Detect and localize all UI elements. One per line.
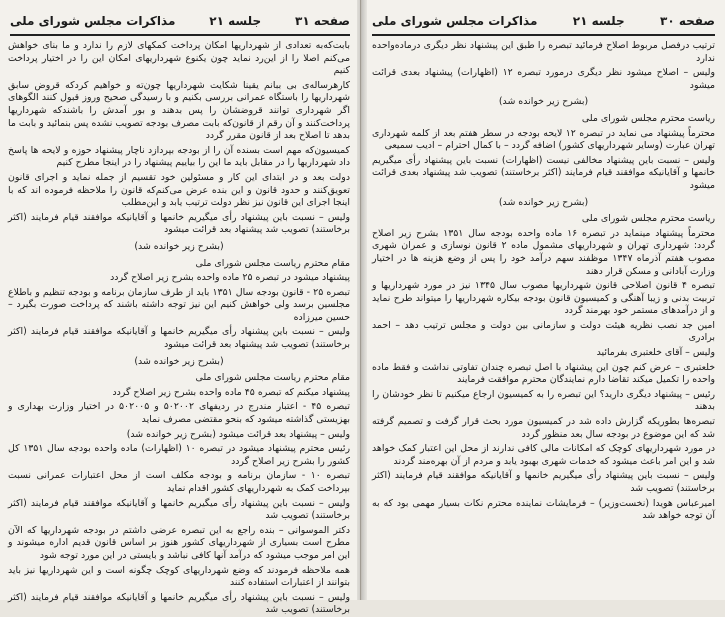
page-header bbox=[10, 8, 350, 34]
book-gutter bbox=[357, 0, 367, 600]
paragraph: ولیس – آقای خلعتبری بفرمائید bbox=[596, 347, 715, 359]
paragraph: رئیس – پیشنهاد دیگری دارید؟ این تبصره را به کمیسیون ارجاع میکنیم تا نظر خودشان را بدهند bbox=[372, 388, 715, 413]
paragraph: مقام محترم ریاست مجلس شورای ملی bbox=[195, 372, 350, 384]
paragraph: مقام محترم ریاست مجلس شورای ملی bbox=[195, 257, 350, 269]
paragraph: دولت بعد و در ابتدای این کار و مسئولین خود تقسیم از جمله نماید و اجرای قانون تعویق‌کنند و حدود قانون و این بنده عرض می‌کنم‌که قانون را ملاحظه فرموده اند که با اینجا اجرای این قانون نیز نظر دولت ترتیب یابد و این‌مطلب bbox=[8, 171, 350, 209]
session-number: جلسه ۲۱ bbox=[572, 14, 625, 28]
paragraph: ولیس – نسبت باین پیشنهاد رأی میگیریم خانمها و آقایانیکه موافقند قیام فرمایند (اکثر برخاستند) تصویب شد bbox=[372, 470, 715, 494]
page-number: صفحه ۳۱ bbox=[295, 14, 350, 28]
paragraph: رئیس محترم پیشنهاد میشود در تبصره ۱۰ (اظهارات) ماده واحده بودجه سال ۱۳۵۱ کل کشور را بشرح زیر اصلاح گردد bbox=[8, 443, 351, 467]
reading-note: (بشرح زیر خوانده شد) bbox=[134, 355, 224, 367]
reading-note: (بشرح زیر خوانده شد) bbox=[498, 96, 589, 108]
paragraph: تبصره ۴ قانون اصلاحی قانون شهرداریها مصوب سال ۱۳۴۵ نیز در مورد شهرداریها و تربیت بدنی و زیبا آهنگی و کمیسیون قانون بودجه بیکاره شهرداریها را میتواند طرح نماید و از درآمدهای مستمر خود بهرمند گردد bbox=[372, 280, 715, 317]
paragraph: در مورد شهرداریهای کوچک که امکانات مالی کافی ندارند از محل این اعتبار کمک خواهد شد و این امر باعث میشود که خدمات شهری بهبود یابد و مردم از آن بهره‌مند گردند bbox=[372, 443, 715, 467]
paragraph: محترماً پیشنهاد مینماید در تبصره ۱۶ ماده واحده بودجه سال ۱۳۵۱ بشرح زیر اصلاح گردد: شهرداری تهران و شهرداریهای مشمول ماده ۲ قانون نوسازی و عمران شهری مصوب هفتم آذرماه ۱۳۴۷ موظفند سهم درآمد خود را پس از وضع هزینه ها در اختیار وزارت آبادانی و مسکن قرار دهند bbox=[372, 227, 715, 277]
paragraph: دکتر الموسوانی – بنده راجع به این تبصره عرضی داشتم در بودجه شهرداریها که الآن مطرح است بسیاری از شهرداریهای کشور هنوز بر اساس قانون قدیم اداره میشوند و این امر موجب میشود که درآمد آنها کافی نباشد و بایستی در این مورد توجه شود bbox=[8, 524, 350, 561]
header-rule bbox=[10, 34, 350, 36]
paragraph: کمیسیون‌که مهم است بسنده آن را از بودجه بپردازد ناچار پیشنهاد حوزه و لایحه ها پاسخ داد شهرداریها را در مقابل باید ما این‌ را بیاییم پیشنهاد را در اینجا مطرح کنیم bbox=[8, 144, 350, 169]
paragraph: پیشنهاد میشود در تبصره ۲۵ ماده واحده بشرح زیر اصلاح گردد bbox=[110, 272, 350, 284]
paragraph: تبصره ۴۵ - اعتبار مندرج در ردیفهای ۵۰۲۰۰۲ و ۵۰۲۰۰۵ در اختیار وزارت بهداری و بهزیستی گذاشته میشود که بنحو مقتضی مصرف نماید bbox=[8, 401, 350, 426]
text-column bbox=[372, 40, 715, 592]
paragraph: همه ملاحظه فرمودند که وضع شهرداریهای کوچک چگونه است و این شهرداریها نیز باید بتوانند از اعتبارات استفاده کنند bbox=[8, 564, 350, 589]
page-30 bbox=[362, 0, 725, 600]
paragraph: محترماً پیشنهاد می نماید در تبصره ۱۲ لایحه بودجه در سطر هفتم بعد از کلمه شهرداری تهران عبارت (وسایر شهرداریهای کشور) اضافه گردد – با کمال احترام – ادیب سمیعی bbox=[372, 127, 715, 152]
paragraph: امیرعباس هویدا (نخست‌وزیر) – فرمایشات نماینده محترم نکات بسیار مهمی بود که به آن توجه خواهد شد bbox=[372, 497, 715, 522]
page-number: صفحه ۳۰ bbox=[660, 14, 715, 28]
reading-note: (بشرح زیر خوانده شد) bbox=[134, 240, 224, 252]
paragraph: ولیس – نسبت باین پیشنهاد رأی میگیریم خانمها و آقایانیکه موافقند قیام فرمایند (اکثر برخاستند) تصویب شد bbox=[8, 591, 350, 616]
paragraph: خلعتبری – عرض کنم چون این پیشنهاد با اصل تبصره چندان تفاوتی نداشت و فقط ماده واحده را تکمیل میکند تقاضا دارم نمایندگان محترم موافقت فرمایند bbox=[372, 361, 715, 386]
paragraph: تبصره ۲۵ - قانون بودجه سال ۱۳۵۱ باید از طرف سازمان برنامه و بودجه تنظیم و باطلاع مجلسین برسد ولی خواهش کنیم این نیز توجه داشته باشند که پرداخت صورت بگیرد – حسین میرزاده bbox=[8, 286, 350, 323]
paragraph: ترتیب درفصل مربوط اصلاح فرمائید تبصره را طبق این پیشنهاد نظر دیگری درماده‌واحده ندارد bbox=[372, 40, 715, 64]
paragraph: ولیس – نسبت باین پیشنهاد رأی میگیریم خانمها و آقایانیکه موافقند قیام فرمایند (اکثر برخاستند) تصویب شد پیشنهاد بعد قرائت میشود bbox=[8, 326, 350, 351]
paragraph: ولیس – اصلاح میشود نظر دیگری درمورد تبصره ۱۲ (اظهارات) پیشنهاد بعدی قرائت میشود bbox=[372, 67, 715, 91]
paragraph: ولیس – پیشنهاد بعد قرائت میشود (بشرح زیر خوانده شد) bbox=[126, 428, 350, 440]
paragraph: کارهرساله‌ی بی ببانم یقینا شکایت شهرداریها چون‌ته و خواهیم کرد‌که قروض سابق شهرداریها را باستگاه عمرانی بررسی بکنیم و با رسیدگی صحیح وروز قبول کنند الگوهای اگر شهرداری توانند قروضشان را پس بدهند و بور آمدش را باشند‌که شهرداریها پرداخت‌کنند و آن رقم از قانون‌که بابت مصرف بودجه تصویب نشده پس بنمائید و بابت ما بدهد تا اصلاح بعد از قانون مقرر گردد bbox=[8, 79, 350, 142]
text-column bbox=[8, 40, 351, 616]
paragraph: تبصره‌ها بطوریکه گزارش داده شد در کمیسیون مورد بحث قرار گرفت و تصمیم گرفته شد که این موضوع در بودجه سال بعد منظور گردد bbox=[372, 416, 715, 440]
paragraph: ولیس – نسبت باین پیشنهاد مخالفی نیست (اظهارات) نسبت باین پیشنهاد رأی میگیریم خانمها و آقایانیکه موافقند قیام فرمایند (اکثر برخاستند) تصویب شد پیشنهاد بعدی قرائت میشود bbox=[372, 154, 715, 191]
paragraph: ولیس – نسبت باین پیشنهاد رأی میگیریم خانمها و آقایانیکه موافقند قیام فرمایند (اکثر برخاستند) تصویب شد bbox=[8, 497, 350, 522]
paragraph: امین جد نصب نظریه هیئت دولت و سازمانی بین دولت و مجلس ترتیب دهد – احمد برادری bbox=[372, 319, 715, 344]
page-header bbox=[372, 8, 715, 34]
paragraph: ریاست محترم مجلس شورای ملی bbox=[581, 112, 715, 124]
page-31 bbox=[0, 0, 361, 616]
paragraph: ولیس – نسبت باین پیشنهاد رأی میگیریم خانمها و آقایانیکه موافقند قیام فرمایند (اکثر برخاستند) تصویب شد پیشنهاد بعد قرائت میشود bbox=[8, 211, 350, 236]
paragraph: تبصره ۱۰ - سازمان برنامه و بودجه مکلف است از محل اعتبارات عمرانی نسبت بپرداخت کمک به شهرداریهای کشور اقدام نماید bbox=[8, 470, 350, 494]
paragraph: بابت‌که‌به تعدادی از شهرداریها امکان پرداخت کمکهای لازم را ندارد و ما بنای خواهش می‌کنم اصلا را از این‌رد نماید چون یکنوع شهرداریهای امکان این را در اختیار پرداخت کنیم bbox=[8, 40, 350, 77]
reading-note: (بشرح زیر خوانده شد) bbox=[498, 196, 589, 208]
header-rule bbox=[372, 34, 715, 36]
paragraph: ریاست محترم مجلس شورای ملی bbox=[581, 213, 715, 225]
paragraph: پیشنهاد میکنم که تبصره ۴۵ ماده واحده بشرح زیر اصلاح گردد bbox=[112, 386, 350, 398]
publication-title: مذاکرات مجلس شورای ملی bbox=[372, 14, 538, 28]
publication-title: مذاکرات مجلس شورای ملی bbox=[10, 14, 176, 28]
session-number: جلسه ۲۱ bbox=[209, 14, 262, 28]
